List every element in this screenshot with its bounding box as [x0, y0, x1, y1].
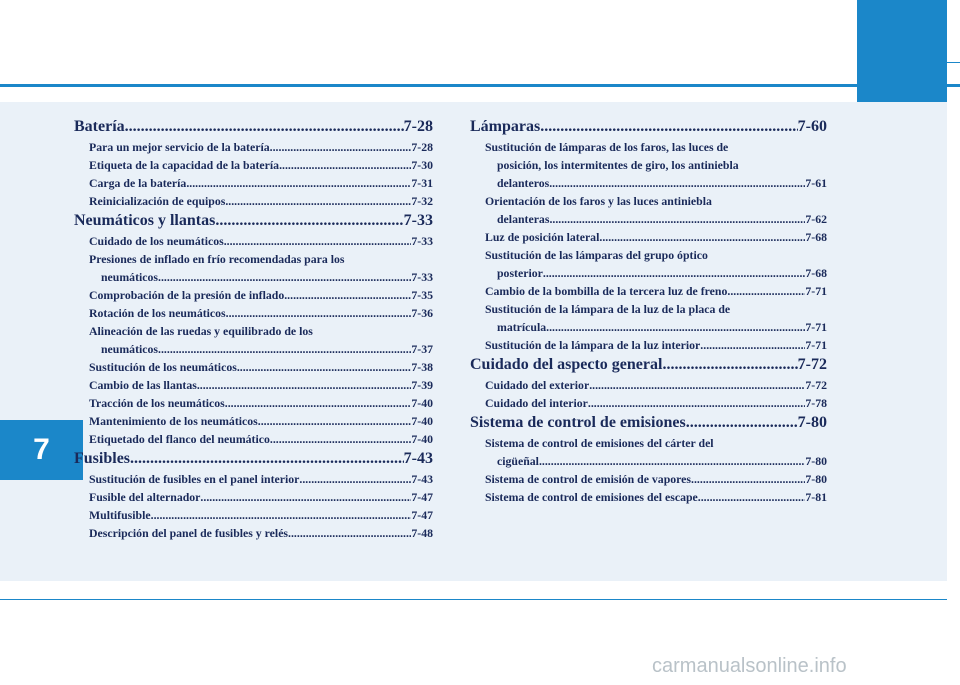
entry-title: Multifusible [89, 508, 151, 522]
page-number: 7-28 [411, 140, 433, 154]
entry-title: Fusible del alternador [89, 490, 201, 504]
page-number: 7-62 [805, 212, 827, 226]
entry-title: Luz de posición lateral [485, 230, 600, 244]
toc-subsection-entry[interactable] [485, 336, 827, 354]
page-number: 7-35 [411, 288, 433, 302]
toc-subsection-entry[interactable] [485, 470, 827, 488]
leader-dots [284, 286, 411, 304]
page-number: 7-68 [805, 230, 827, 244]
leader-dots [599, 228, 805, 246]
page-number: 7-30 [411, 158, 433, 172]
entry-title: Etiquetado del flanco del neumático [89, 432, 270, 446]
toc-subsection-entry[interactable] [89, 412, 433, 430]
leader-dots [549, 210, 805, 228]
leader-dots [158, 340, 411, 358]
entry-title: Rotación de los neumáticos [89, 306, 226, 320]
entry-title: Cuidado del aspecto general [470, 356, 663, 373]
page-number: 7-37 [411, 342, 433, 356]
leader-dots [197, 376, 412, 394]
entry-title: Sustitución de los neumáticos [89, 360, 237, 374]
toc-section-entry[interactable] [74, 448, 433, 470]
entry-title: Lámparas [470, 118, 541, 135]
toc-subsection-entry[interactable] [89, 174, 433, 192]
leader-dots [226, 304, 412, 322]
toc-section-entry[interactable] [470, 412, 827, 434]
page-number: 7-48 [411, 526, 433, 540]
page-number: 7-80 [805, 454, 827, 468]
leader-dots [299, 470, 411, 488]
entry-title: Etiqueta de la capacidad de la batería [89, 158, 280, 172]
toc-subsection-entry[interactable] [485, 488, 827, 506]
page-number: 7-71 [805, 284, 827, 298]
leader-dots [700, 336, 805, 354]
leader-dots [186, 174, 411, 192]
leader-dots [225, 394, 412, 412]
leader-dots [288, 524, 411, 542]
entry-title: neumáticos [101, 342, 159, 356]
toc-subsection-entry[interactable] [89, 286, 433, 304]
entry-title-line: Sustitución de lámparas de los faros, las luces de [485, 140, 729, 154]
leader-dots [588, 394, 805, 412]
entry-title: neumáticos [101, 270, 159, 284]
page-number: 7-60 [797, 118, 827, 135]
page-number: 7-40 [411, 432, 433, 446]
page-number: 7-47 [411, 508, 433, 522]
toc-section-entry[interactable] [470, 116, 827, 138]
entry-title: Descripción del panel de fusibles y relés [89, 526, 289, 540]
chapter-tab: 7 [0, 420, 83, 480]
page-number: 7-47 [411, 490, 433, 504]
page-number: 7-28 [403, 118, 433, 135]
leader-dots [686, 412, 798, 434]
entry-last-line [101, 268, 433, 286]
entry-title: Para un mejor servicio de la batería [89, 140, 270, 154]
page-number: 7-71 [805, 338, 827, 352]
entry-title: Mantenimiento de los neumáticos [89, 414, 258, 428]
toc-subsection-entry[interactable] [89, 506, 433, 524]
entry-title: Cuidado de los neumáticos [89, 234, 224, 248]
page-number: 7-72 [797, 356, 827, 373]
page-number: 7-38 [411, 360, 433, 374]
entry-title: delanteras [497, 212, 550, 226]
toc-section-entry[interactable] [74, 210, 433, 232]
leader-dots [215, 210, 403, 232]
leader-dots [200, 488, 411, 506]
leader-dots [589, 376, 805, 394]
entry-last-line [497, 174, 827, 192]
toc-subsection-entry[interactable] [74, 250, 433, 286]
toc-subsection-entry[interactable] [89, 394, 433, 412]
footer-rule [0, 599, 947, 600]
leader-dots [224, 232, 412, 250]
toc-left-column [74, 116, 433, 542]
entry-title: Fusibles [74, 450, 131, 467]
entry-title: Comprobación de la presión de inflado [89, 288, 285, 302]
entry-title: Tracción de los neumáticos [89, 396, 225, 410]
page-number: 7-43 [411, 472, 433, 486]
entry-title: posterior [497, 266, 543, 280]
entry-title: Sustitución de fusibles en el panel interior [89, 472, 300, 486]
leader-dots [540, 116, 797, 138]
toc-subsection-entry[interactable] [485, 228, 827, 246]
entry-last-line [497, 210, 827, 228]
page-number: 7-40 [411, 396, 433, 410]
page-number: 7-81 [805, 490, 827, 504]
toc-subsection-entry[interactable] [89, 488, 433, 506]
page-number: 7-31 [411, 176, 433, 190]
entry-last-line [497, 318, 827, 336]
toc-subsection-entry[interactable] [470, 434, 827, 470]
page-number: 7-71 [805, 320, 827, 334]
leader-dots [130, 448, 404, 470]
page-number: 7-32 [411, 194, 433, 208]
toc-subsection-entry[interactable] [485, 376, 827, 394]
entry-title: Sistema de control de emisión de vapores [485, 472, 692, 486]
entry-title: delanteros [497, 176, 550, 190]
entry-title: matrícula [497, 320, 547, 334]
toc-subsection-entry[interactable] [89, 304, 433, 322]
page-number: 7-80 [797, 414, 827, 431]
toc-right-column [470, 116, 827, 506]
page-number: 7-78 [805, 396, 827, 410]
page-number: 7-72 [805, 378, 827, 392]
entry-title-line: Sustitución de la lámpara de la luz de la placa de [485, 302, 731, 316]
entry-title: Cambio de la bombilla de la tercera luz de freno [485, 284, 728, 298]
leader-dots [151, 506, 412, 524]
leader-dots [539, 452, 805, 470]
leader-dots [279, 156, 411, 174]
leader-dots [543, 264, 806, 282]
entry-title: cigüeñal [497, 454, 539, 468]
toc-subsection-entry[interactable] [89, 430, 433, 448]
toc-subsection-entry[interactable] [89, 524, 433, 542]
leader-dots [691, 470, 805, 488]
entry-title: Cuidado del interior [485, 396, 588, 410]
toc-subsection-entry[interactable] [89, 232, 433, 250]
page-number: 7-39 [411, 378, 433, 392]
toc-subsection-entry[interactable] [470, 300, 827, 336]
leader-dots [125, 116, 404, 138]
leader-dots [258, 412, 412, 430]
page-number: 7-80 [805, 472, 827, 486]
page-number: 7-36 [411, 306, 433, 320]
toc-subsection-entry[interactable] [89, 138, 433, 156]
watermark: carmanualsonline.info [652, 655, 847, 677]
entry-title: Sustitución de la lámpara de la luz interior [485, 338, 701, 352]
toc-subsection-entry[interactable] [89, 470, 433, 488]
toc-subsection-entry[interactable] [470, 192, 827, 228]
page-number: 7-33 [403, 212, 433, 229]
page-number: 7-68 [805, 266, 827, 280]
header-tab-block [857, 0, 947, 102]
entry-title-line: Sistema de control de emisiones del cárter del [485, 436, 714, 450]
entry-title: Batería [74, 118, 125, 135]
page-number: 7-33 [411, 270, 433, 284]
entry-last-line [497, 452, 827, 470]
leader-dots [237, 358, 412, 376]
entry-title: Carga de la batería [89, 176, 187, 190]
toc-subsection-entry[interactable] [485, 282, 827, 300]
entry-title-line: posición, los intermitentes de giro, los antiniebla [497, 158, 739, 172]
page-number: 7-33 [411, 234, 433, 248]
toc-subsection-entry[interactable] [89, 358, 433, 376]
page-number: 7-61 [805, 176, 827, 190]
leader-dots [225, 192, 411, 210]
leader-dots [549, 174, 805, 192]
toc-section-entry[interactable] [74, 116, 433, 138]
leader-dots [662, 354, 797, 376]
entry-title-line: Orientación de los faros y las luces antiniebla [485, 194, 712, 208]
page-number: 7-40 [411, 414, 433, 428]
toc-subsection-entry[interactable] [485, 394, 827, 412]
entry-title-line: Sustitución de las lámparas del grupo óptico [485, 248, 708, 262]
leader-dots [270, 430, 411, 448]
entry-last-line [497, 264, 827, 282]
toc-section-entry[interactable] [470, 354, 827, 376]
leader-dots [270, 138, 412, 156]
leader-dots [158, 268, 411, 286]
page-number: 7-43 [403, 450, 433, 467]
toc-subsection-entry[interactable] [89, 156, 433, 174]
entry-title: Cuidado del exterior [485, 378, 590, 392]
header-right-rule [947, 62, 960, 63]
leader-dots [727, 282, 805, 300]
toc-subsection-entry[interactable] [470, 138, 827, 192]
leader-dots [546, 318, 805, 336]
entry-title: Reinicialización de equipos [89, 194, 226, 208]
entry-last-line [101, 340, 433, 358]
toc-subsection-entry[interactable] [89, 192, 433, 210]
entry-title: Cambio de las llantas [89, 378, 197, 392]
entry-title: Neumáticos y llantas [74, 212, 216, 229]
entry-title-line: Alineación de las ruedas y equilibrado de los [89, 324, 313, 338]
toc-subsection-entry[interactable] [470, 246, 827, 282]
toc-subsection-entry[interactable] [74, 322, 433, 358]
leader-dots [698, 488, 806, 506]
entry-title-line: Presiones de inflado en frío recomendadas para los [89, 252, 345, 266]
entry-title: Sistema de control de emisiones del escape [485, 490, 698, 504]
header-rule [0, 84, 960, 87]
entry-title: Sistema de control de emisiones [470, 414, 686, 431]
toc-subsection-entry[interactable] [89, 376, 433, 394]
